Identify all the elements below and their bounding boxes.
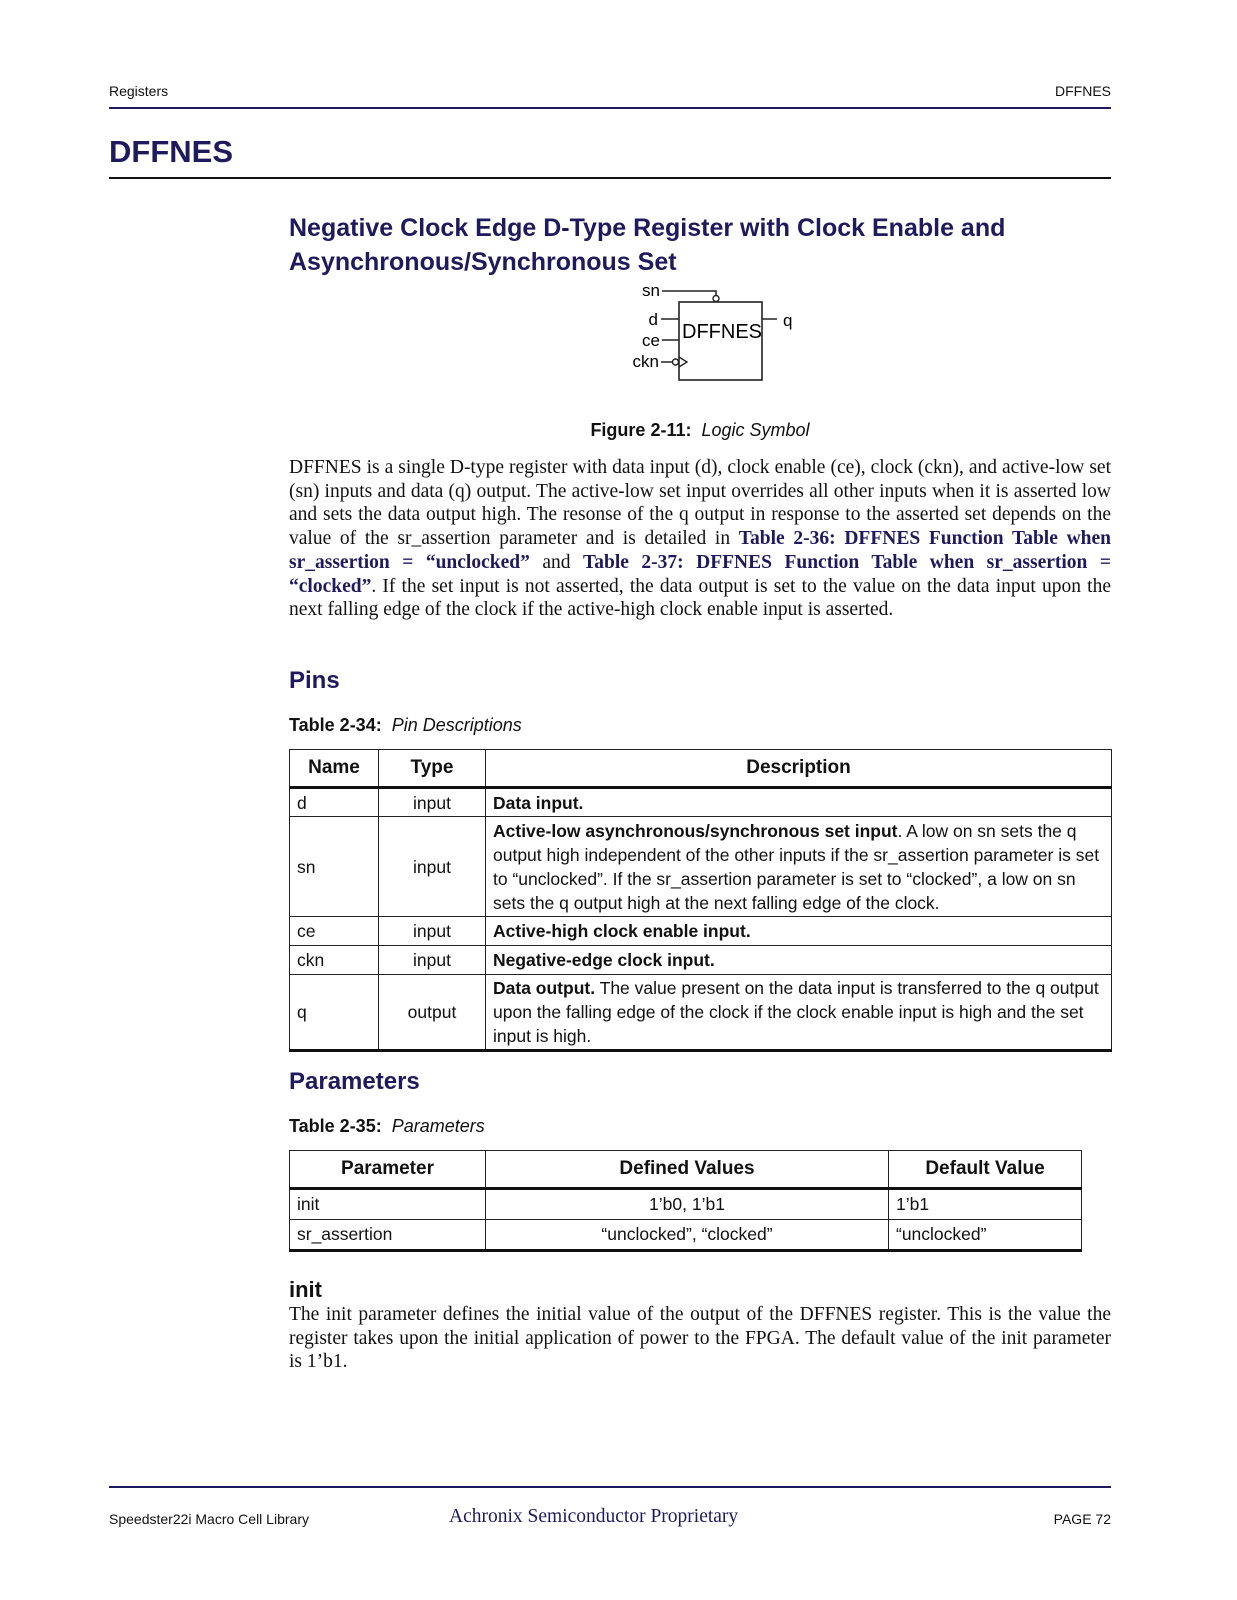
pin-label-ckn: ckn xyxy=(632,352,659,371)
header-left: Registers xyxy=(109,83,169,99)
pin-type: input xyxy=(379,946,486,975)
pin-description-bold: Data input. xyxy=(493,792,584,813)
title-rule xyxy=(109,177,1111,179)
pins-table-caption xyxy=(289,715,522,736)
pin-description-text: The value present on the data input is transferred to the q output upon the falling edge of the clock if the clock enable input is high and the set input is high. xyxy=(493,978,1099,1046)
table-row xyxy=(290,975,1112,1051)
parameters-table xyxy=(289,1150,1082,1252)
pin-type: input xyxy=(379,917,486,946)
header-right: DFFNES xyxy=(1055,83,1111,99)
figure-caption-title: Logic Symbol xyxy=(701,420,810,440)
footer-right: PAGE 72 xyxy=(1053,1511,1111,1527)
pin-bubble-ckn xyxy=(673,359,679,365)
pin-description-text: . A low on sn sets the q output high independent of the other inputs if the sr_assertion parameter is set to “unclocked”. If the sr_assertion parameter is set to “clocked”, a low on sn sets the q output high at the next falling edge of the clock. xyxy=(493,820,1100,913)
table-row xyxy=(290,946,1112,975)
pin-description xyxy=(486,946,1112,975)
intro-text-2: . If the set input is not asserted, the data output is set to the value on the data input upon the next falling edge of the clock if the active-high clock enable input is asserted. xyxy=(289,575,1111,621)
pin-name: ckn xyxy=(290,946,379,975)
pin-type: input xyxy=(379,788,486,817)
symbol-block-label: DFFNES xyxy=(682,321,762,343)
param-defined-values: 1’b0, 1’b1 xyxy=(486,1189,889,1220)
pins-table-caption-title: Pin Descriptions xyxy=(391,715,522,735)
pin-description xyxy=(486,975,1112,1051)
header-rule xyxy=(109,107,1111,109)
param-name: sr_assertion xyxy=(290,1220,486,1251)
pin-description-bold: Data output. xyxy=(493,978,596,998)
section-title: Negative Clock Edge D-Type Register with Clock Enable and Asynchronous/Synchronous Set xyxy=(289,214,1006,276)
intro-text-1: DFFNES is a single D-type register with data input (d), clock enable (ce), clock (ckn), and active-low set (sn) inputs and data (q) output. The active-low set input overrides all other inputs when it is asserted low and sets the data output high. The resonse of the q output in response to the asserted set depends on the value of the sr_assertion parameter and is detailed in xyxy=(289,457,1111,550)
pins-header-description: Description xyxy=(486,750,1112,788)
pin-label-d: d xyxy=(648,310,658,329)
table-2-37-link[interactable]: Table 2-37: DFFNES Function Table when sr_assertion = “clocked” xyxy=(289,551,1112,597)
pin-description xyxy=(486,788,1112,817)
figure-caption xyxy=(289,420,1111,441)
table-row xyxy=(290,817,1112,917)
pin-name: ce xyxy=(290,917,379,946)
init-heading: init xyxy=(289,1277,322,1302)
pins-header-name: Name xyxy=(290,750,379,788)
param-default-value: “unclocked” xyxy=(889,1220,1082,1251)
pin-description-bold: Active-high clock enable input. xyxy=(493,921,751,941)
param-default-value: 1’b1 xyxy=(889,1189,1082,1220)
param-defined-values: “unclocked”, “clocked” xyxy=(486,1220,889,1251)
clock-triangle xyxy=(679,357,687,367)
table-row xyxy=(290,1189,1082,1220)
pin-description xyxy=(486,917,1112,946)
params-table-caption-label: Table 2-35: xyxy=(289,1116,382,1136)
params-table-header xyxy=(290,1151,1082,1189)
intro-and: and xyxy=(529,551,584,573)
pin-bubble-sn xyxy=(713,296,719,302)
pin-description-bold: Active-low asynchronous/synchronous set input xyxy=(493,820,898,841)
pin-label-ce: ce xyxy=(642,331,660,350)
pin-name: sn xyxy=(290,817,379,917)
params-header-parameter: Parameter xyxy=(290,1151,486,1189)
pins-header-type: Type xyxy=(379,750,486,788)
pins-table xyxy=(289,749,1112,1052)
pins-table-caption-label: Table 2-34: xyxy=(289,715,382,735)
pin-name: d xyxy=(290,788,379,817)
params-table-caption xyxy=(289,1116,485,1137)
pin-type: output xyxy=(379,975,486,1051)
footer-center: Achronix Semiconductor Proprietary xyxy=(449,1506,739,1527)
pin-description xyxy=(486,817,1112,917)
params-header-default-value: Default Value xyxy=(889,1151,1082,1189)
parameters-heading: Parameters xyxy=(289,1068,420,1095)
pins-table-header xyxy=(290,750,1112,788)
logic-symbol xyxy=(620,281,820,391)
table-row xyxy=(290,788,1112,817)
table-row xyxy=(290,1220,1082,1251)
params-table-caption-title: Parameters xyxy=(391,1116,485,1136)
footer-rule xyxy=(109,1486,1111,1488)
table-row xyxy=(290,917,1112,946)
pin-line-sn xyxy=(662,291,716,296)
pins-heading: Pins xyxy=(289,667,340,694)
pin-label-q: q xyxy=(783,311,793,330)
footer-left: Speedster22i Macro Cell Library xyxy=(109,1511,309,1527)
table-2-36-link[interactable]: Table 2-36: DFFNES Function Table when sr_assertion = “unclocked” xyxy=(289,528,1112,573)
pin-description-bold: Negative-edge clock input. xyxy=(493,950,715,970)
param-name: init xyxy=(290,1189,486,1220)
intro-paragraph xyxy=(289,456,1111,622)
pin-label-sn: sn xyxy=(642,281,660,300)
params-header-defined-values: Defined Values xyxy=(486,1151,889,1189)
pin-type: input xyxy=(379,817,486,917)
init-description: The init parameter defines the initial value of the output of the DFFNES register. This is the value the register takes upon the initial application of power to the FPGA. The default value of the init parameter is 1’b1. xyxy=(289,1304,1111,1373)
figure-caption-label: Figure 2-11: xyxy=(590,420,692,440)
page-title: DFFNES xyxy=(109,134,233,169)
pin-name: q xyxy=(290,975,379,1051)
